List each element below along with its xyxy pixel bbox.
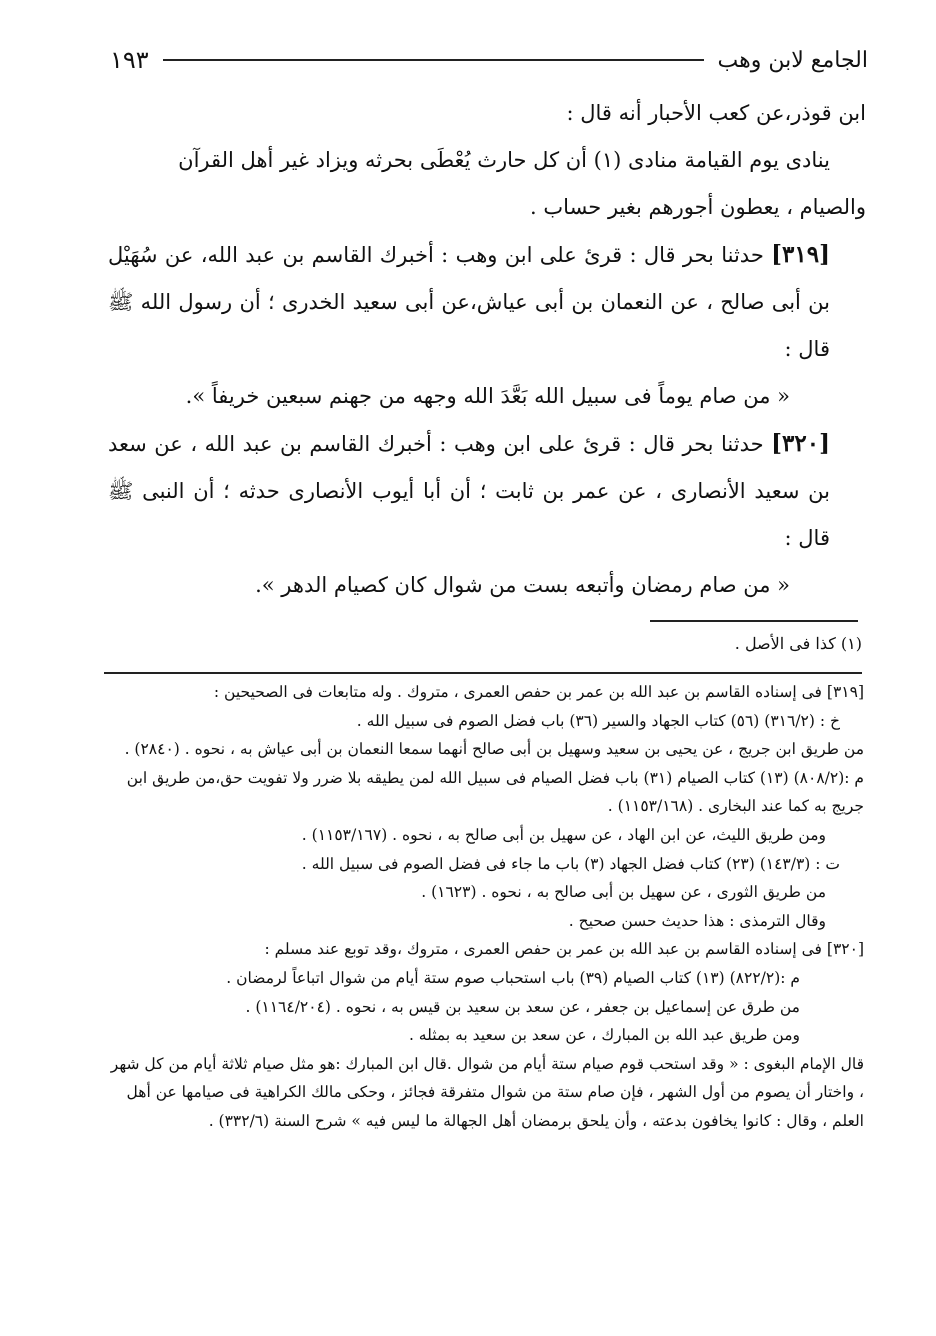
- note-line: ومن طريق عبد الله بن المبارك ، عن سعد بن سعيد به بمثله .: [408, 1026, 800, 1045]
- note-line: من طريق الثورى ، عن سهيل بن أبى صالح به ، نحوه . (١٦٢٣) .: [421, 883, 826, 902]
- note-line: ت : (١٤٣/٣) (٢٣) كتاب فضل الجهاد (٣) باب ما جاء فى فضل الصوم فى سبيل الله .: [301, 854, 840, 873]
- header-rule: [163, 59, 704, 61]
- hadith-text: حدثنا بحر قال : قرئ على ابن وهب : أخبرك القاسم بن عبد الله، عن سُهَيْل بن أبى صالح ، عن النعمان بن أبى عياش،عن أبى سعيد الخدرى ؛ أن رسول الله ﷺ قال :: [108, 243, 830, 361]
- hadith-quote: « من صام رمضان وأتبعه بست من شوال كان كصيام الدهر ».: [255, 573, 790, 597]
- hadith-319: [108, 231, 866, 373]
- note-line: وقال الترمذى : هذا حديث حسن صحيح .: [568, 911, 826, 930]
- footnote-rule: [650, 620, 858, 622]
- note-number: [٣١٩]: [826, 683, 864, 701]
- text-line: والصيام ، يعطون أجورهم بغير حساب .: [530, 195, 866, 219]
- note-line: م :(٨٠٨/٢) (١٣) كتاب الصيام (٣١) باب فضل الصيام فى سبيل الله لمن يطيقه بلا ضرر ولا تفويت حق،من طريق ابن جريج به كما عند البخارى . (١١٥٣/١٦٨) .: [126, 768, 864, 816]
- notes-rule: [104, 672, 862, 674]
- note-text: فى إسناده القاسم بن عبد الله بن عمر بن حفص العمرى ، متروك ،وقد توبع عند مسلم :: [264, 940, 822, 959]
- note-line: [104, 935, 864, 964]
- running-head: [110, 40, 868, 80]
- page-number: ١٩٣: [110, 46, 149, 74]
- note-line: من طريق ابن جريج ، عن يحيى بن سعيد وسهيل بن أبى صالح أنهما سمعا النعمان بن أبى عياش به ، نحوه . (٢٨٤٠) .: [124, 740, 864, 759]
- note-line: من طرق عن إسماعيل بن جعفر ، عن سعد بن سعيد بن قيس به ، نحوه . (١١٦٤/٢٠٤) .: [245, 997, 800, 1016]
- note-line: م :(٨٢٢/٢) (١٣) كتاب الصيام (٣٩) باب استحباب صوم ستة أيام من شوال اتباعاً لرمضان .: [226, 968, 800, 987]
- hadith-320: [108, 420, 866, 562]
- note-line: خ : (٣١٦/٢) (٥٦) كتاب الجهاد والسير (٣٦) باب فضل الصوم فى سبيل الله .: [356, 711, 840, 730]
- main-text: [108, 90, 866, 609]
- note-number: [٣٢٠]: [826, 940, 864, 959]
- text-line: ابن قوذر،عن كعب الأحبار أنه قال :: [566, 101, 866, 125]
- hadith-text: حدثنا بحر قال : قرئ على ابن وهب : أخبرك القاسم بن عبد الله ، عن سعد بن سعيد الأنصارى ، عن عمر بن ثابت ؛ أن أبا أيوب الأنصارى حدثه ؛ أن النبى ﷺ قال :: [108, 432, 830, 550]
- note-text: فى إسناده القاسم بن عبد الله بن عمر بن حفص العمرى ، متروك . وله متابعات فى الصحيحين :: [213, 683, 822, 701]
- note-line: قال الإمام البغوى : « وقد استحب قوم صيام ستة أيام من شوال .قال ابن المبارك :هو مثل صيام ثلاثة أيام من كل شهر ، واختار أن يصوم من أول الشهر ، فإن صام ستة من شوال متفرقة فجائز ، وحكى مالك الكراهية فى صيامها عن أهل العلم ، وقال : كانوا يخافون بدعته ، وأن يلحق برمضان أهل الجهالة ما ليس فيه » شرح السنة (٣٣٢/٦) .: [110, 1054, 864, 1130]
- hadith-quote: « من صام يوماً فى سبيل الله بَعَّدَ الله وجهه من جهنم سبعين خريفاً ».: [185, 384, 790, 408]
- note-line: ومن طريق الليث، عن ابن الهاد ، عن سهيل بن أبى صالح به ، نحوه . (١١٥٣/١٦٧) .: [301, 825, 826, 844]
- footnote: (١) كذا فى الأصل .: [734, 634, 862, 653]
- text-line: ينادى يوم القيامة منادى (١) أن كل حارث يُعْطَى بحرثه ويزاد غير أهل القرآن: [178, 148, 830, 172]
- running-title: الجامع لابن وهب: [717, 47, 868, 73]
- note-line: [104, 678, 864, 707]
- hadith-number: [٣١٩]: [771, 241, 830, 268]
- takhrij-notes: [104, 678, 864, 1136]
- hadith-number: [٣٢٠]: [771, 430, 830, 457]
